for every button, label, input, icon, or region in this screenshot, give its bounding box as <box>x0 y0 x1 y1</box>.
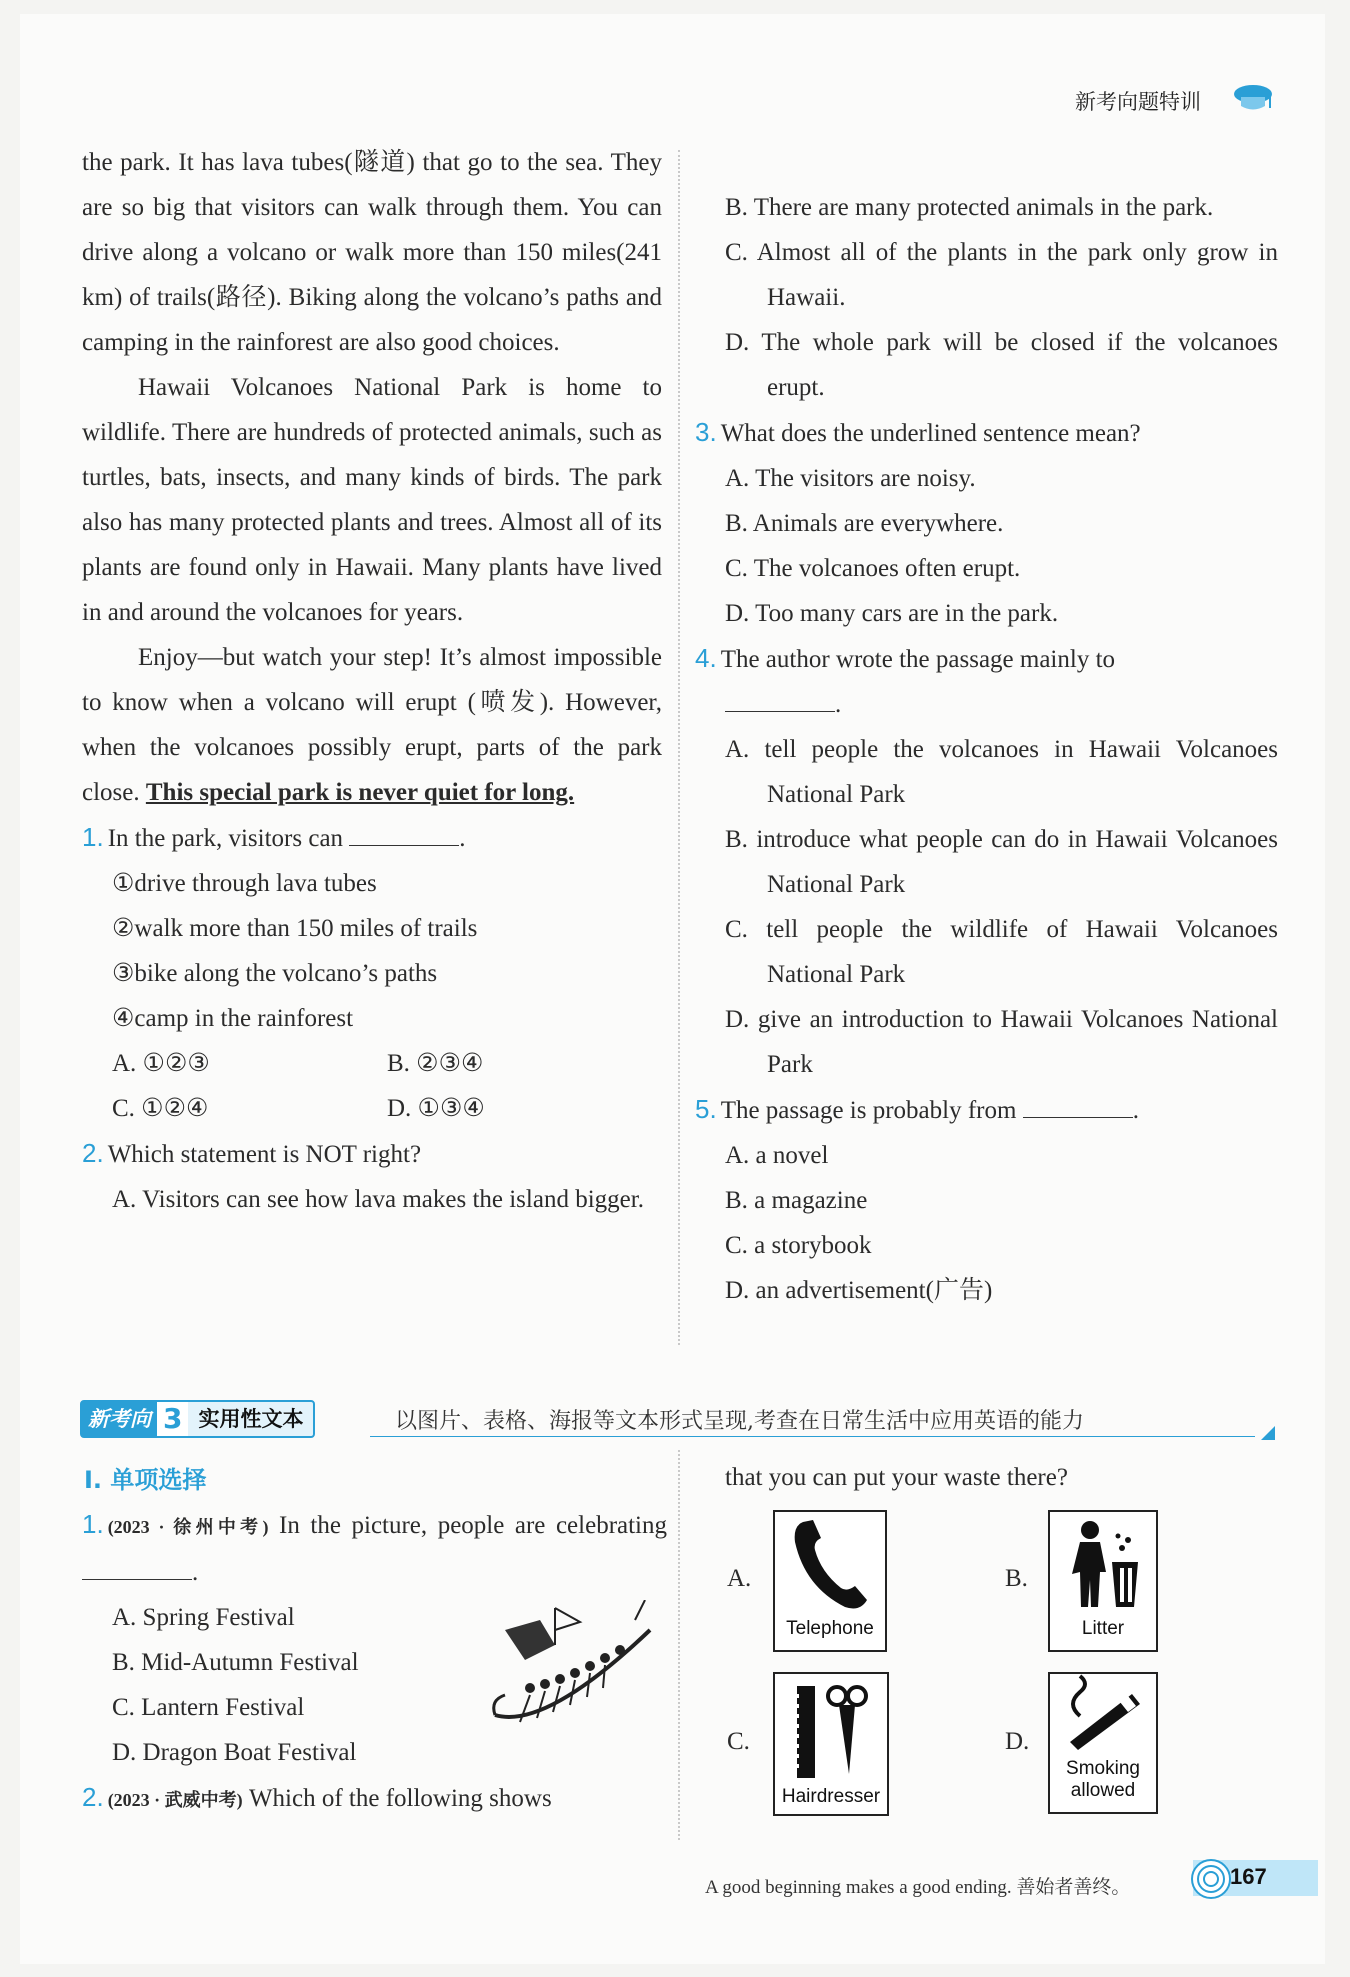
passage-paragraph-3 <box>82 635 662 815</box>
q2-option-a[interactable]: A. Visitors can see how lava makes the island bigger. <box>112 1186 644 1213</box>
q3-option-d[interactable]: D. Too many cars are in the park. <box>725 600 1059 627</box>
banner-number: 3 <box>157 1402 188 1436</box>
q1-item: ④camp in the rainforest <box>112 1005 354 1032</box>
q5-option-c[interactable]: C. a storybook <box>725 1232 872 1259</box>
left-column <box>82 140 662 1222</box>
question-stem: Which of the following shows <box>248 1785 552 1812</box>
q2-option-b[interactable]: B. There are many protected animals in the park. <box>725 194 1214 221</box>
sign-hairdresser[interactable] <box>773 1672 889 1816</box>
answer-blank[interactable] <box>725 683 835 712</box>
question-3 <box>695 410 1278 456</box>
q1-item: ③bike along the volcano’s paths <box>112 960 438 987</box>
exam-question-2-continued: that you can put your waste there? <box>725 1464 1068 1491</box>
banner-title: 实用性文本 <box>198 1407 304 1431</box>
sign-label: Telephone <box>786 1618 874 1639</box>
question-number: 4. <box>695 643 717 673</box>
question-number: 5. <box>695 1094 717 1124</box>
passage-paragraph-2: Hawaii Volcanoes National Park is home to wildlife. There are hundreds of protected animals, such as turtles, bats, insects, and many kinds of birds. The park also has many protected plants and trees. Almost all of its plants are found only in Hawaii. Many plants have lived in and around the volcanoes for years. <box>82 374 662 626</box>
q5-option-a[interactable]: A. a novel <box>725 1142 829 1169</box>
column-divider <box>678 150 680 1345</box>
b1-option-b[interactable]: B. Mid-Autumn Festival <box>112 1649 359 1676</box>
section-banner <box>80 1400 1275 1438</box>
question-stem: Which statement is NOT right? <box>107 1141 422 1168</box>
q5-option-b[interactable]: B. a magazine <box>725 1187 868 1214</box>
q1-option-a[interactable]: A. ①②③ <box>112 1050 210 1077</box>
question-stem: The author wrote the passage mainly to <box>720 646 1116 673</box>
q1-option-d[interactable]: D. ①③④ <box>387 1095 485 1122</box>
underlined-sentence: This special park is never quiet for long. <box>145 779 575 806</box>
q5-option-d[interactable]: D. an advertisement(广告) <box>725 1277 993 1304</box>
q4-blank-line: . <box>695 682 1278 727</box>
sign-option-c-letter: C. <box>727 1728 750 1755</box>
question-5: 5. The passage is probably from . <box>695 1087 1278 1133</box>
exam-question-2 <box>82 1775 667 1823</box>
question-number: 3. <box>695 417 717 447</box>
dragon-boat-illustration <box>485 1600 655 1735</box>
question-2 <box>82 1131 662 1177</box>
right-column <box>695 95 1278 1313</box>
sign-option-b-letter: B. <box>1005 1565 1028 1592</box>
question-1: 1. In the park, visitors can . <box>82 815 662 861</box>
question-stem: In the picture, people are celebrating <box>279 1512 668 1539</box>
question-stem: What does the underlined sentence mean? <box>720 420 1141 447</box>
q2-option-d[interactable]: D. The whole park will be closed if the volcanoes erupt. <box>725 329 1278 401</box>
passage-paragraph-3-text: Enjoy—but watch your step! It’s almost impossible to know when a volcano will erupt (喷发). However, when the volcanoes possibly erupt, parts of the park close. <box>82 644 662 806</box>
q1-item: ①drive through lava tubes <box>112 870 377 897</box>
q3-option-c[interactable]: C. The volcanoes often erupt. <box>725 555 1021 582</box>
b1-option-c[interactable]: C. Lantern Festival <box>112 1694 305 1721</box>
q1-item: ②walk more than 150 miles of trails <box>112 915 478 942</box>
sign-option-a-letter: A. <box>727 1565 752 1592</box>
banner-label <box>80 1400 315 1438</box>
running-header: 新考向题特训 <box>1075 90 1201 114</box>
q4-option-b[interactable]: B. introduce what people can do in Hawaii Volcanoes National Park <box>725 826 1278 898</box>
q3-option-b[interactable]: B. Animals are everywhere. <box>725 510 1004 537</box>
q1-option-b[interactable]: B. ②③④ <box>387 1050 484 1077</box>
b1-option-a[interactable]: A. Spring Festival <box>112 1604 295 1631</box>
page-number: 167 <box>1230 1864 1267 1889</box>
q1-options-row <box>82 1041 662 1086</box>
sign-telephone[interactable] <box>773 1510 887 1652</box>
q3-option-a[interactable]: A. The visitors are noisy. <box>725 465 976 492</box>
sign-option-d-letter: D. <box>1005 1728 1030 1755</box>
telephone-icon <box>775 1512 885 1617</box>
answer-blank[interactable] <box>1023 1089 1133 1118</box>
comb-and-scissors-icon <box>775 1674 887 1786</box>
answer-blank[interactable] <box>82 1551 192 1580</box>
sign-label: Litter <box>1081 1618 1125 1639</box>
q1-options-row <box>82 1086 662 1131</box>
b1-option-d[interactable]: D. Dragon Boat Festival <box>112 1739 357 1766</box>
question-number: 1. <box>82 1509 104 1539</box>
question-number: 2. <box>82 1782 104 1812</box>
sign-label: Hairdresser <box>781 1786 881 1807</box>
bottom-right-column <box>725 1455 1285 1500</box>
sign-label: Smoking allowed <box>1066 1758 1140 1801</box>
banner-description: 以图片、表格、海报等文本形式呈现,考查在日常生活中应用英语的能力 <box>395 1409 1084 1434</box>
exam-question-1: 1. (2023 · 徐州中考) In the picture, people are celebrating . <box>82 1502 667 1595</box>
q4-option-d[interactable]: D. give an introduction to Hawaii Volcanoes National Park <box>725 1006 1278 1078</box>
question-source: (2023 · 武威中考) <box>107 1790 243 1810</box>
q1-option-c[interactable]: C. ①②④ <box>112 1095 209 1122</box>
sign-litter[interactable] <box>1048 1510 1158 1652</box>
answer-blank[interactable] <box>349 817 459 846</box>
column-divider <box>678 1450 680 1840</box>
question-4 <box>695 636 1278 682</box>
footer-motto: A good beginning makes a good ending. 善始者善终。 <box>705 1877 1131 1898</box>
q4-option-c[interactable]: C. tell people the wildlife of Hawaii Volcanoes National Park <box>725 916 1278 988</box>
target-icon <box>1190 1858 1232 1900</box>
question-stem: In the park, visitors can <box>107 825 344 852</box>
section-title: Ⅰ. 单项选择 <box>84 1466 207 1494</box>
passage-paragraph-1: the park. It has lava tubes(隧道) that go to the sea. They are so big that visitors can walk through them. You can drive along a volcano or walk more than 150 miles(241 km) of trails(路径). Biking along the volcano’s paths and camping in the rainforest are also good choices. <box>82 149 662 356</box>
question-stem: The passage is probably from <box>720 1097 1017 1124</box>
q4-option-a[interactable]: A. tell people the volcanoes in Hawaii Volcanoes National Park <box>725 736 1278 808</box>
question-number: 2. <box>82 1138 104 1168</box>
banner-rule <box>370 1436 1255 1437</box>
banner-corner-icon <box>1261 1426 1275 1440</box>
sign-smoking-allowed[interactable] <box>1048 1672 1158 1814</box>
q2-option-c[interactable]: C. Almost all of the plants in the park only grow in Hawaii. <box>725 239 1278 311</box>
question-number: 1. <box>82 822 104 852</box>
litter-bin-icon <box>1050 1512 1156 1617</box>
banner-tag: 新考向 <box>82 1402 157 1436</box>
question-source: (2023 · 徐州中考) <box>107 1517 269 1537</box>
cigarette-icon <box>1050 1674 1156 1754</box>
